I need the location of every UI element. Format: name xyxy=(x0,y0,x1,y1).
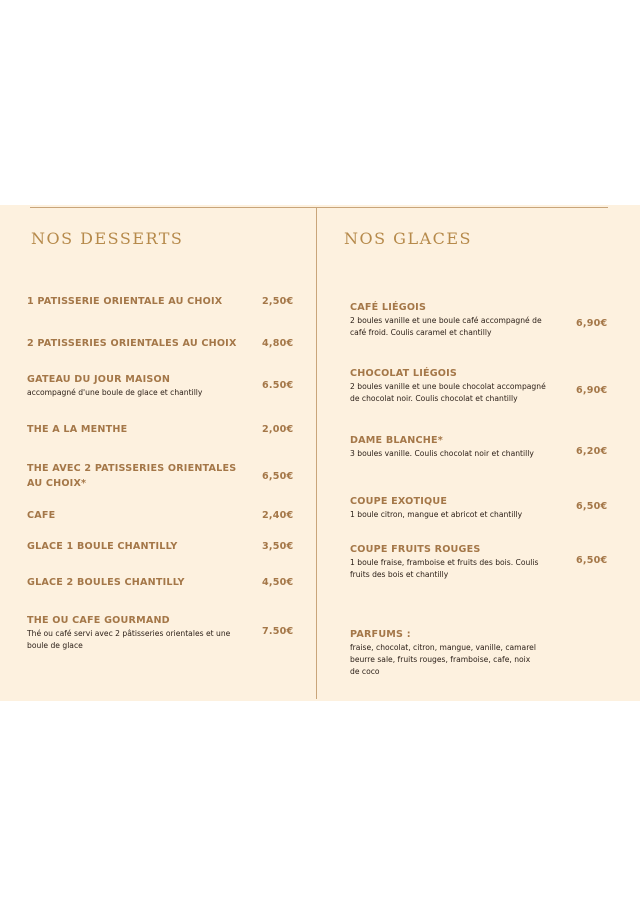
glace-item-name: COUPE FRUITS ROUGES xyxy=(350,544,481,555)
desserts-title: NOS DESSERTS xyxy=(31,229,184,248)
dessert-item-description: Thé ou café servi avec 2 pâtisseries orientales et une boule de glace xyxy=(27,629,231,650)
glace-item-price: 6,20€ xyxy=(576,446,608,457)
dessert-item-price: 4,80€ xyxy=(262,338,294,349)
menu-panel xyxy=(0,205,640,701)
glace-item-description: 1 boule citron, mangue et abricot et chantilly xyxy=(350,510,523,519)
dessert-item-name: GATEAU DU JOUR MAISON xyxy=(27,374,171,385)
dessert-item xyxy=(27,575,252,590)
dessert-item-name: GLACE 2 BOULES CHANTILLY xyxy=(27,577,185,588)
column-divider xyxy=(316,207,317,699)
dessert-item-name: THE AVEC 2 PATISSERIES ORIENTALES AU CHOIX* xyxy=(27,463,237,489)
dessert-item-price: 7.50€ xyxy=(262,626,294,637)
dessert-item xyxy=(27,539,252,554)
dessert-item-price: 2,00€ xyxy=(262,424,294,435)
dessert-item xyxy=(27,422,252,437)
top-divider xyxy=(30,207,608,208)
glace-item xyxy=(350,542,555,581)
dessert-item-name: THE OU CAFE GOURMAND xyxy=(27,615,170,626)
dessert-item xyxy=(27,508,252,523)
glace-item-name: CAFÉ LIÉGOIS xyxy=(350,302,427,313)
glace-item xyxy=(350,366,550,405)
glace-item-name: DAME BLANCHE* xyxy=(350,435,443,446)
dessert-item-description: accompagné d'une boule de glace et chantilly xyxy=(27,388,203,397)
dessert-item xyxy=(27,372,252,399)
dessert-item-name: THE A LA MENTHE xyxy=(27,424,128,435)
parfums-section xyxy=(350,627,540,678)
parfums-label: PARFUMS : xyxy=(350,629,411,640)
dessert-item-price: 2,40€ xyxy=(262,510,294,521)
glace-item-description: 2 boules vanille et une boule chocolat accompagné de chocolat noir. Coulis chocolat et chantilly xyxy=(350,382,546,403)
glace-item xyxy=(350,300,550,339)
dessert-item-price: 6.50€ xyxy=(262,380,294,391)
dessert-item-name: GLACE 1 BOULE CHANTILLY xyxy=(27,541,178,552)
dessert-item-price: 3,50€ xyxy=(262,541,294,552)
glace-item-price: 6,90€ xyxy=(576,385,608,396)
glace-item-description: 2 boules vanille et une boule café accompagné de café froid. Coulis caramel et chantilly xyxy=(350,316,542,337)
dessert-item-name: CAFE xyxy=(27,510,56,521)
dessert-item-price: 6,50€ xyxy=(262,471,294,482)
glace-item xyxy=(350,433,545,460)
glace-item xyxy=(350,494,565,521)
glace-item-description: 1 boule fraise, framboise et fruits des bois. Coulis fruits des bois et chantilly xyxy=(350,558,539,579)
glace-item-price: 6,50€ xyxy=(576,555,608,566)
glaces-title: NOS GLACES xyxy=(344,229,473,248)
dessert-item xyxy=(27,294,252,309)
dessert-item xyxy=(27,613,249,652)
dessert-item-name: 2 PATISSERIES ORIENTALES AU CHOIX xyxy=(27,338,237,349)
dessert-item xyxy=(27,336,252,351)
glace-item-price: 6,50€ xyxy=(576,501,608,512)
parfums-list: fraise, chocolat, citron, mangue, vanille, camarel beurre sale, fruits rouges, framboise, cafe, noix de coco xyxy=(350,643,536,676)
glace-item-price: 6,90€ xyxy=(576,318,608,329)
dessert-item-price: 4,50€ xyxy=(262,577,294,588)
dessert-item-price: 2,50€ xyxy=(262,296,294,307)
dessert-item-name: 1 PATISSERIE ORIENTALE AU CHOIX xyxy=(27,296,223,307)
glace-item-description: 3 boules vanille. Coulis chocolat noir et chantilly xyxy=(350,449,534,458)
dessert-item xyxy=(27,461,249,491)
glace-item-name: CHOCOLAT LIÉGOIS xyxy=(350,368,458,379)
glace-item-name: COUPE EXOTIQUE xyxy=(350,496,448,507)
